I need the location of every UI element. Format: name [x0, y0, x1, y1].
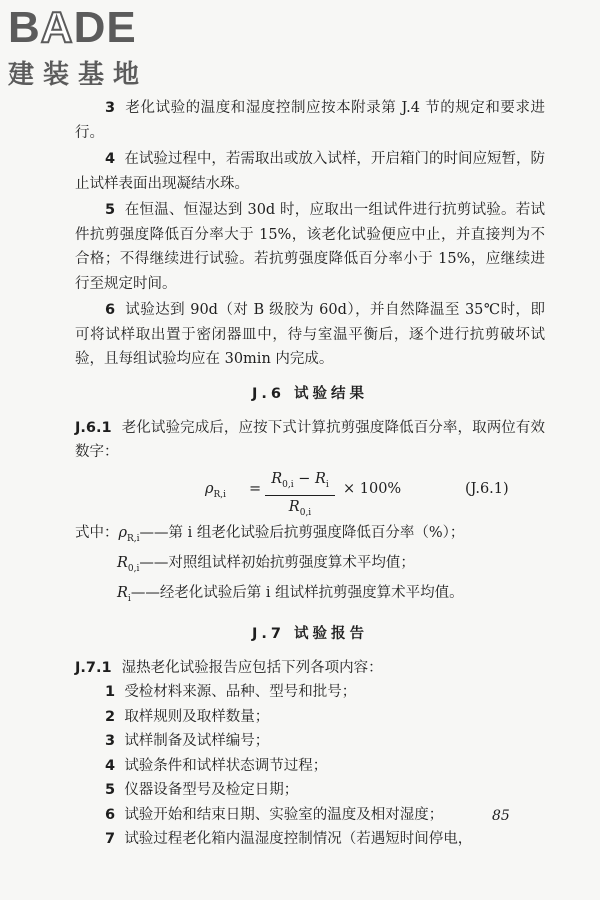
section-heading-j7: J.7 试验报告	[251, 625, 369, 642]
legend-row-ri: $R_i——$经老化试验后第 i 组试样抗剪强度算术平均值。	[117, 585, 464, 605]
formula-legend	[75, 521, 545, 612]
formula-lhs: $\rho_{R,i}$	[205, 480, 227, 500]
formula-numerator: $R_{0,i} - R_i$	[271, 470, 329, 490]
page-number: 85	[492, 808, 510, 824]
formula-equals: =	[249, 480, 262, 497]
fraction-bar	[265, 495, 335, 496]
legend-row-rho: 式中：$\rho_{R,i}——$第 i 组老化试验后抗剪强度降低百分率（%）；	[75, 524, 465, 544]
list-item: 4 试验条件和试样状态调节过程；	[105, 757, 328, 774]
formula-times-100: × 100%	[343, 480, 402, 497]
formula-j6-1	[75, 469, 545, 517]
list-item: 2 取样规则及取样数量；	[105, 708, 270, 725]
logo	[8, 3, 173, 91]
legend-row-r0: $R_{0,i}——$对照组试样初始抗剪强度算术平均值；	[117, 554, 415, 574]
section-heading-j6: J.6 试验结果	[251, 385, 369, 402]
logo-chinese-name: 建装基地	[8, 60, 149, 90]
list-item: 5 仪器设备型号及检定日期；	[105, 782, 299, 799]
formula-denominator: $R_{0,i}$	[288, 499, 312, 519]
report-items-list	[75, 680, 545, 852]
paragraph-3: 3 老化试验的温度和湿度控制应按本附录第 J.4 节的规定和要求进行。	[75, 100, 545, 141]
formula-fraction	[265, 469, 335, 524]
list-item: 6 试验开始和结束日期、实验室的温度及相对湿度；	[105, 806, 444, 823]
document-page	[75, 96, 545, 852]
paragraph-5: 5 在恒温、恒湿达到 30d 时，应取出一组试件进行抗剪试验。若试件抗剪强度降低百分率大于 15%，该老化试验便应中止，并直接判为不合格；不得继续进行试验。若抗剪强度降低百分率小于 15%，应继续进行至规定时间。	[75, 202, 545, 292]
clause-j6-1: J.6.1 老化试验完成后，应按下式计算抗剪强度降低百分率，取两位有效数字：	[75, 419, 545, 460]
paragraph-4: 4 在试验过程中，若需取出或放入试样，开启箱门的时间应短暂，防止试样表面出现凝结水珠。	[75, 151, 546, 192]
clause-j7-1: J.7.1 湿热老化试验报告应包括下列各项内容：	[75, 659, 383, 676]
list-item: 3 试样制备及试样编号；	[105, 733, 270, 750]
paragraph-6: 6 试验达到 90d（对 B 级胶为 60d），并自然降温至 35℃时，即可将试样取出置于密闭器皿中，待与室温平衡后，逐个进行抗剪破坏试验，且每组试验均应在 30min 内完成。	[75, 302, 546, 367]
list-item: 7 试验过程老化箱内温湿度控制情况（若遇短时间停电，	[105, 831, 473, 848]
logo-wordmark: BADE	[8, 3, 137, 52]
list-item: 1 受检材料来源、品种、型号和批号；	[105, 684, 357, 701]
formula-number: (J.6.1)	[465, 480, 509, 497]
